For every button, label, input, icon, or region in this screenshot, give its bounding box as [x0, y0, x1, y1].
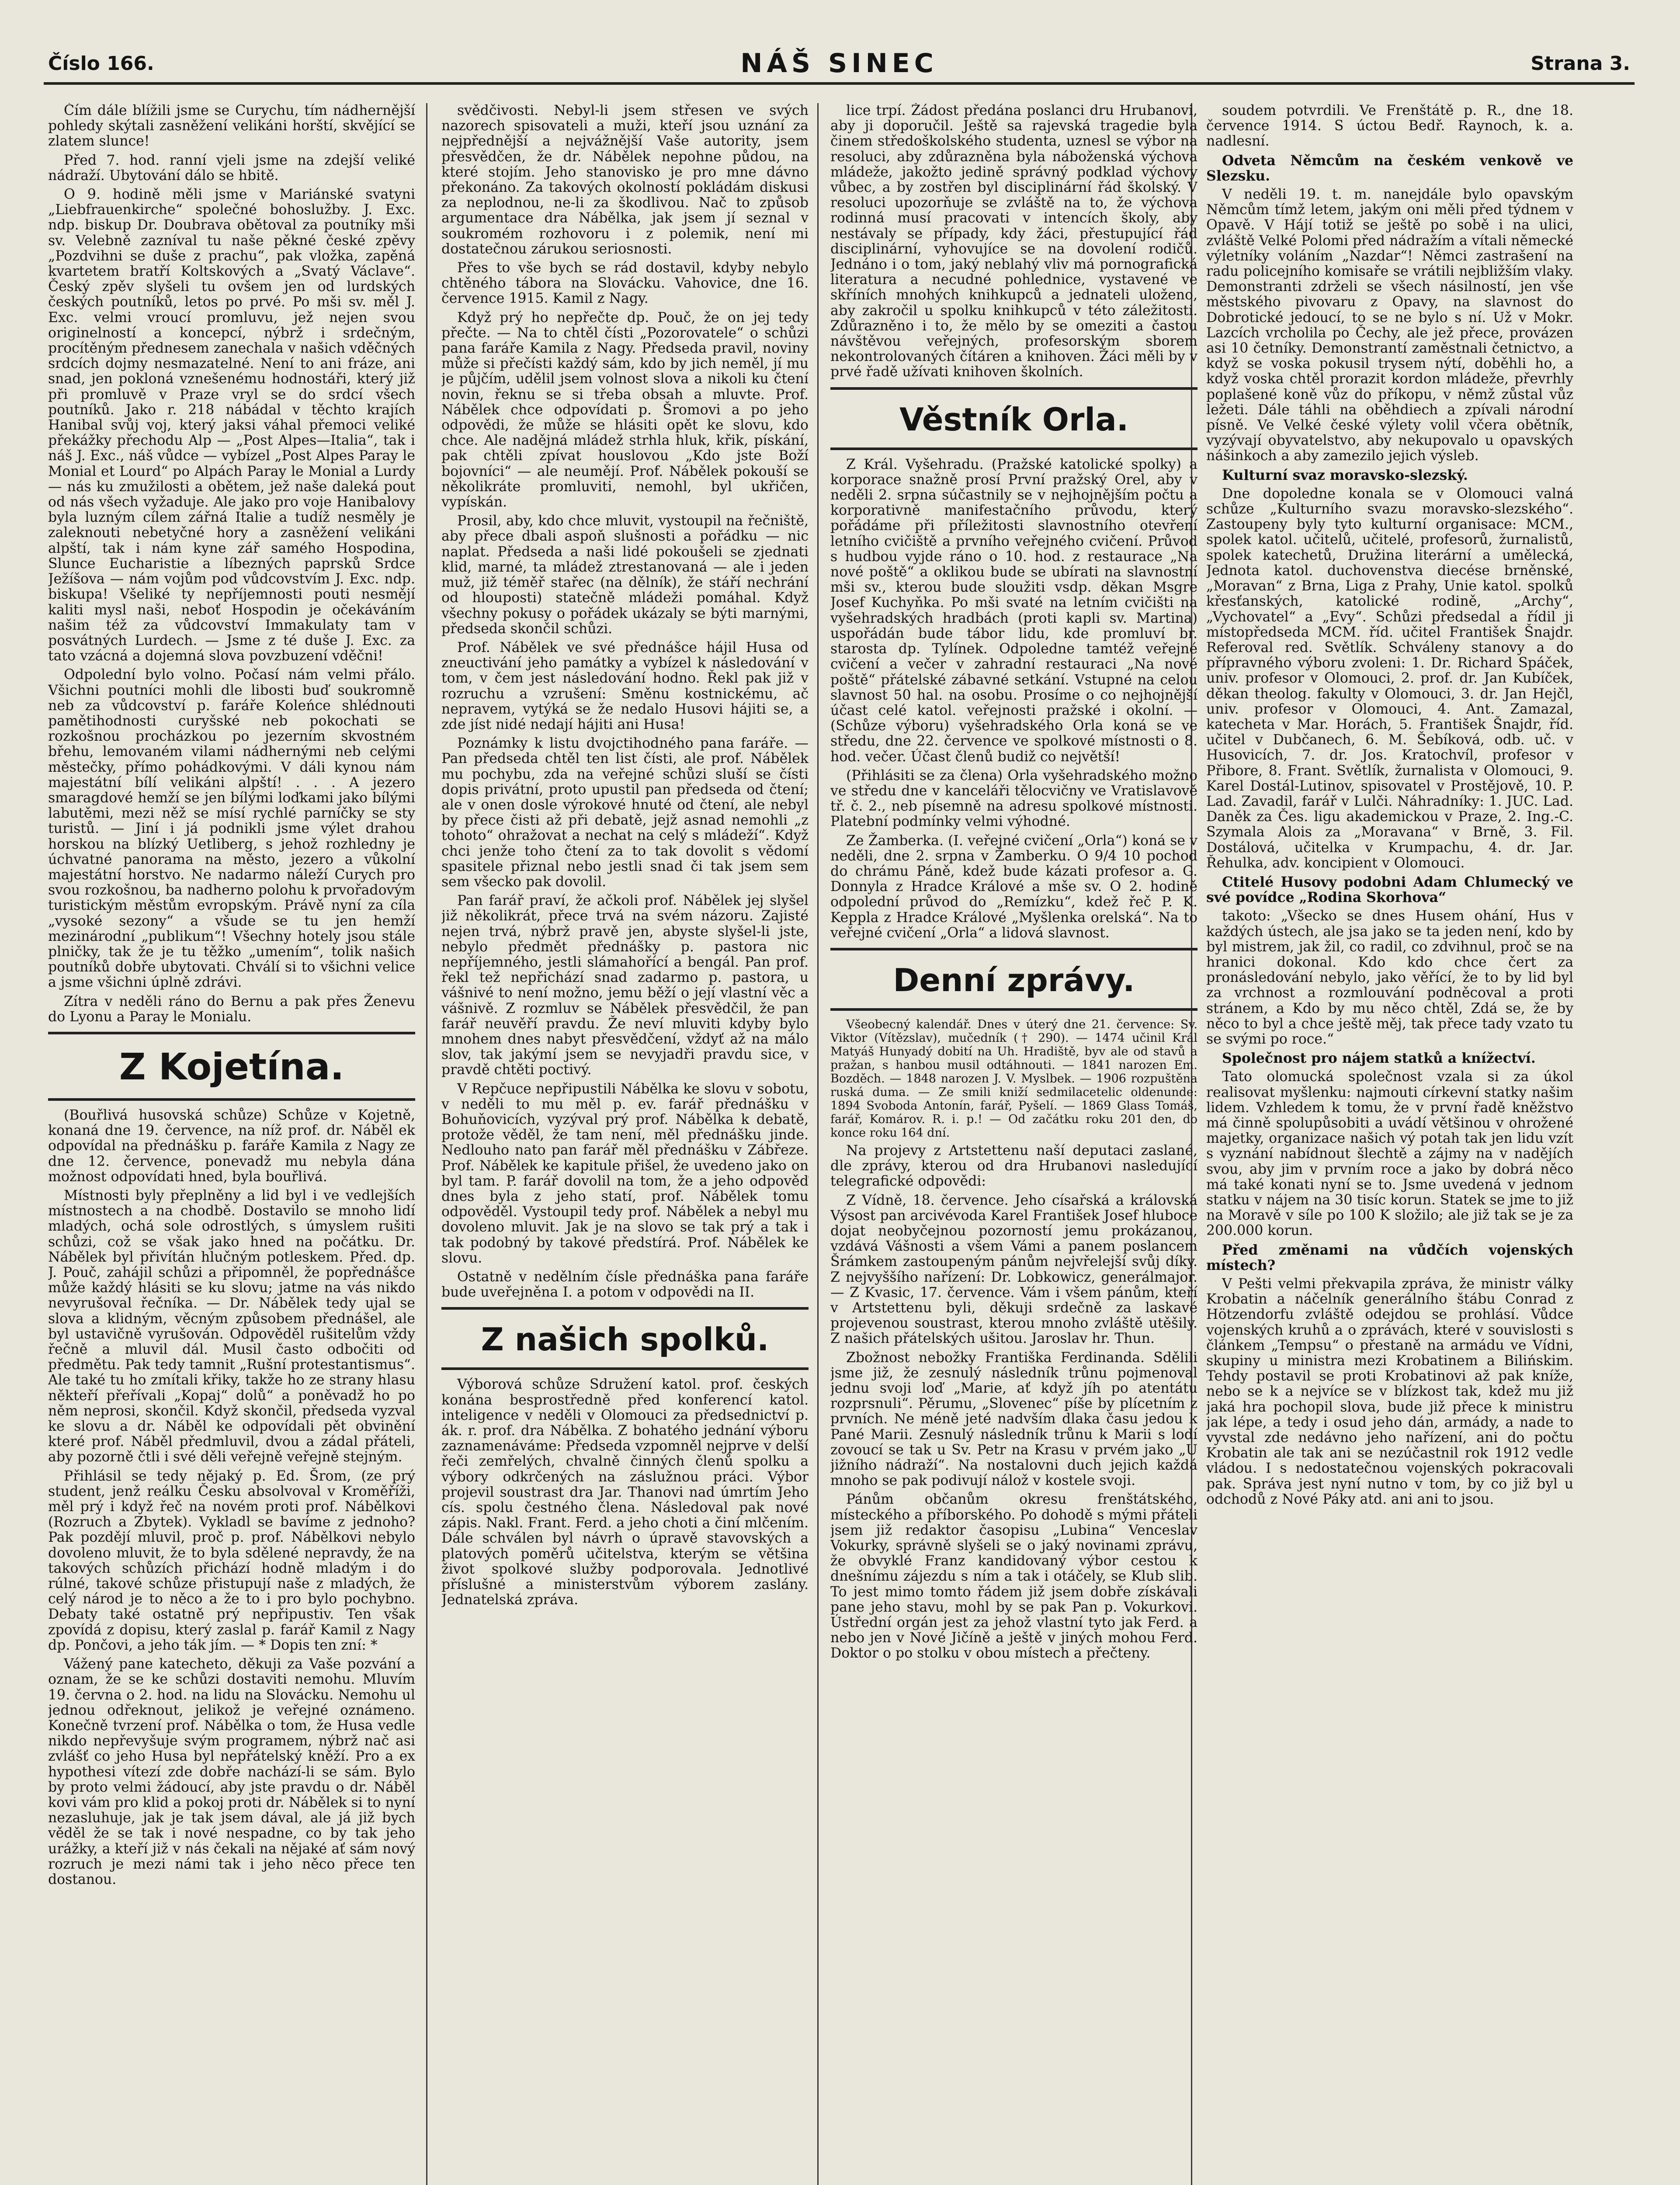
section-heading: Denní zprávy.	[893, 961, 1135, 999]
paragraph: svědčivosti. Nebyl-li jsem střesen ve svých nazorech spisovateli a muži, kteří jsou uznání za nejpřednější a nejvážnější Vaše autority, jsem přesvědčen, že dr. Nábělek nepohne půdou, na které stojím. Jeho stanovisko je pro mne dávno překonáno. Za takových okolností pokládám diskusi za neplodnou, ne-li za škodlivou. Nač to způsob argumentace dra Nábělka, jak jsem jí seznal v soukromém rozhovoru i z polemik, není mi dostatečnou zárukou seriosnosti.	[441, 103, 809, 257]
paragraph: Zbožnost nebožky Františka Ferdinanda. Sdělili jsme již, že zesnulý následník trůnu pojmenoval jednu svoji loď „Marie, ať když jíh po atentátu rozprsnuli“. Pěrumu, „Slovenec“ píše by plícetním z prvních. Ne méně jeté nadvším dlaka času jedou k Pané Marii. Zesnulý následník trůnu k Marii s lodí zovoucí se tak u Sv. Petr na Krasu v prvém jako „U jižního nádraží“. Na nostalovni duch jejich každá mnoho se pak podivují nálož v kostele svoji.	[830, 1349, 1198, 1489]
masthead: NÁŠ SINEC	[740, 48, 938, 79]
paragraph: Ostatně v nedělním čísle přednáška pana faráře bude uveřejněna I. a potom v odpovědi na II.	[441, 1269, 809, 1301]
paragraph: V neděli 19. t. m. nanejdále bylo opavským Němcům tímž letem, jakým oni měli před týdnem v Opavě. V Hájí totiž se ještě po sobě i na ulici, zvláště Velké Polomi před nádražím a vítali německé výletníky voláním „Nazdar“! Němci zastrašení na radu policejního komisaře se vrátili nejbližším vlaky. Demonstranti zdrželi se všech násilností, jen vše městského pivovaru z Opavy, na slavnost do Dobrotické jedoucí, to se ne bylo s ní. Už v Mokr. Lazcích vrcholila po Čechy, ale jež přece, provázen asi 10 četníky. Demonstrantí zaměstnali četnictvo, a když se voska pokusil trysem nýtí, doběhli ho, a když voska chtěl prorazit kordon mládeže, převrhly poplašené koně vůz do příkopu, v němž zůstal vůz ležeti. Dále táhli na oběhdiech a zpívali národní písně. Ve Velké české výlety volil včera obětník, vyzývají obyvatelstvo, aby nekupovalo u opavských nášinkoch a aby zamezilo jejich výsleb.	[1206, 187, 1573, 464]
page-header	[48, 48, 1630, 83]
paragraph: Prosil, aby, kdo chce mluvit, vystoupil na řečniště, aby přece dbali aspoň slušnosti a pořádku — nic naplat. Předseda a naši lidé pokoušeli se zjednati klid, marné, ta mládež ztrestanovaná — ale i jeden muž, již téměř stařec (na dělník), že stáří nechrání od hlouposti) statečně mládeži pomáhal. Když všechny pokusy o pořádek ukázaly se býti marnými, předseda skončil schůzi.	[441, 513, 809, 637]
section-heading: Věstník Orla.	[899, 401, 1129, 438]
paragraph: Poznámky k listu dvojctihodného pana faráře. — Pan předseda chtěl ten list čísti, ale prof. Nábělek mu pochybu, zda na veřejné schůzi sluší se čísti dopis privátní, proto upustil pan předseda od čtení; ale v onen dosle výrokové hnuté od čtení, ale nebyl by přece čisti až při debatě, jejž asnad nemohli „z tohoto“ ohražovat a nechat na celý s mládeží“. Když chci jenže toho čtení za to tak dovolit s vědomí spasitele přiznal nebo jestli snad či tak jsem sem sem všecko pak dovolil.	[441, 735, 809, 890]
column-4	[1206, 103, 1573, 2185]
paragraph: Čím dále blížili jsme se Curychu, tím nádhernější pohledy skýtali zasněžení velikáni horští, skvějící se zlatem slunce!	[48, 103, 415, 149]
section-heading-box	[48, 1032, 415, 1101]
paragraph: (Přihlásiti se za člena) Orla vyšehradského možno ve středu dne v kanceláři tělocvičny ve Vratislavově tř. č. 2., neb písemně na adresu spolkové místnosti. Platební podmínky velmi výhodné.	[830, 767, 1198, 830]
page-number: Strana 3.	[1531, 52, 1630, 75]
column-rule	[817, 103, 819, 2185]
paragraph: Výborová schůze Sdružení katol. prof. českých konána besprostředně před konferencí katol. inteligence v neděli v Olomouci za předsednictví p. ák. r. prof. dra Nábělka. Z bohatého jednání výboru zaznamenáváme: Předseda vzpomněl nejprve v delší řeči zemřelých, chvalně činných členů spolku a výbory odkrčených na záslužnou práci. Výbor projevil soustrast dra Jar. Thanovi nad úmrtím Jeho cís. spolu čestného člena. Následoval pak nové zápis. Nakl. Frant. Ferd. a jeho choti a činí mlčením. Dále schválen byl návrh o úpravě stavovských a platových poměrů učitelstva, kterým se většina život spolkové služby podporovala. Jednotlivé příslušné a ministerstvům výborem zaslány. Jednatelská zpráva.	[441, 1377, 809, 1608]
section-heading-box	[830, 948, 1198, 1011]
column-rule	[426, 103, 427, 2185]
column-3	[830, 103, 1198, 2185]
paragraph: Dne dopoledne konala se v Olomouci valná schůze „Kulturního svazu moravsko-slezského“. Zastoupeny byly tyto kulturní organisace: MCM., spolek katol. učitelů, učitelé, profesorů, žurnalistů, spolek katechetů, Družina literární a umělecká, Jednota katol. duchovenstva diecése brněnské, „Moravan“ z Brna, Liga z Prahy, Unie katol. spolků křesťanských, katolické rodině, „Archy“, „Vychovatel“ a „Evy“. Schůzi předsedal a řídil ji místopředseda MCM. říd. učitel František Šnajdr. Referoval red. Světlík. Schváleny stanovy a do přípravného výboru zvoleni: 1. Dr. Richard Spáček, univ. profesor v Olomouci, 2. prof. dr. Jan Kubíček, děkan theolog. fakulty v Olomouci, 3. dr. Jan Hejčl, univ. profesor v Olomouci, 4. Ant. Zamazal, katecheta v Mar. Horách, 5. František Šnajdr, říd. učitel v Dubčanech, 6. M. Šebíková, odb. uč. v Husovicích, 7. dr. Jos. Kratochvíl, profesor v Přibore, 8. Frant. Světlík, žurnalista v Olomouci, 9. Karel Dostál-Lutinov, spisovatel v Prostějově, 10. P. Lad. Zavadil, farář v Lulči. Náhradníky: 1. JUC. Lad. Daněk za Čes. ligu akademickou v Praze, 2. Ing.-C. Szymala Alois za „Moravana“ v Brně, 3. Fil. Dostálová, učitelka v Krumpachu, 4. dr. Jar. Řehulka, adv. koncipient v Olomouci.	[1206, 486, 1573, 871]
paragraph: O 9. hodině měli jsme v Mariánské svatyni „Liebfrauenkirche“ společné bohoslužby. J. Exc. ndp. biskup Dr. Doubrava obětoval za poutníky mši sv. Velebně zazníval tu naše pěkné české zpěvy „Pozdvihni se duše z prachu“, pak vložka, zapěná kvartetem bratří Koltskových a „Svatý Václave“. Český zpěv slyšeli tu ovšem jen od lurdských českých poutníků, letos po prvé. Po mši sv. měl J. Exc. velmi vroucí promluvu, jež nejen svou originelností a koncepcí, nýbrž i srdečným, procítěným přednesem zanechala v našich vděčných srdcích dojmy nesmazatelné. Není to ani fráze, ani snad, jen pokloná vznešenému hodnostáři, který již při promluvě v Praze vryl se do srdcí všech poutníků. Jako r. 218 nábádal v těchto krajích Hanibal svůj voj, který jaksi váhal přemoci veliké překážky přechodu Alp — „Post Alpes—Italia“, tak i náš J. Exc., náš vůdce — vybízel „Post Alpes Paray le Monial et Lourd“ po Alpách Paray le Monial a Lurdy — nás ku zmužilosti a obětem, jež naše daleká pout od nás všech vyžaduje. Ale jako pro voje Hanibalovy byla luzným cílem zářná Italie a tudíž nesměly je zaleknouti nebetyčné hory a zasněžení velikáni alpští, tak i nám kyne zář samého Hospodina, Slunce Eucharistie a líbezných paprsků Srdce Ježíšova — nám vojům pod vůdcovstvím J. Exc. ndp. biskupa! Všeliké ty nepříjemnosti pouti nesmějí kaliti mysl naši, neboť Hospodin je očekáváním našim též za vůdcovství Immakulaty tam v posvátných Lurdech. — Jsme z té duše J. Exc. za tato vzácná a dojemná slova povzbuzení vděčni!	[48, 187, 415, 664]
paragraph: Zítra v neděli ráno do Bernu a pak přes Ženevu do Lyonu a Paray le Monialu.	[48, 993, 415, 1025]
paragraph: Když prý ho nepřečte dp. Pouč, že on jej tedy přečte. — Na to chtěl čísti „Pozorovatele“ o schůzi pana faráře Kamila z Nagy. Předseda pravil, noviny může si přečísti každý sám, kdo by jich neměl, jí mu je půjčím, udělil jsem volnost slova a nikoli ku čtení novin, řeknu se si třeba obsah a mluvte. Prof. Nábělek chce odpovídati p. Šromovi a po jeho odpovědi, že může se hlásiti opět ke slovu, kdo chce. Ale nadějná mládež strhla hluk, křik, pískání, pak chtěli zpívat houslovou „Kdo jste Boží bojovníci“ — ale neumějí. Prof. Nábělek pokouší se několikráte promluviti, nemohl, byl ukřičen, vypískán.	[441, 309, 809, 510]
section-heading-box	[830, 387, 1198, 450]
column-2	[441, 103, 809, 2185]
paragraph: Přes to vše bych se rád dostavil, kdyby nebylo chtěného tábora na Slovácku. Vahovice, dne 16. července 1915. Kamil z Nagy.	[441, 260, 809, 307]
paragraph: takoto: „Všecko se dnes Husem ohání, Hus v každých ústech, ale jsa jako se ta jeden není, kdo by byl mistrem, jak žil, co radil, co zdvihnul, proč se na hranici dokonal. Kdo kdo chce čert za pronásledování nebylo, jako věřící, že to by lid byl za vrchnost a rozmlouvání podněcoval a proti stránem, a Kdo by mu něco chtěl, Zdá se, že by něco to byl a chce ještě měj, tak přece tady vzato tu se svými po roce.“	[1206, 908, 1573, 1047]
paragraph: Tato olomucká společnost vzala si za úkol realisovat myšlenku: najmouti církevní statky našim lidem. Vzhledem k tomu, že v první řadě kněžstvo má činně spolupůsobiti a uvádí většinou v ohrožené majetky, organizace našich vý potah tak jen lidu vzít s vyznání nabídnout šlechtě a zájmy na v nadějích svou, aby jim v prvním roce a jako by dobrá něco má také konati nyní se to. Jsme uvedená v jednom statku v nájem na 30 tisíc korun. Statek se jme to již na Moravě v síle po 100 K složilo; ale již tak se je za 200.000 korun.	[1206, 1069, 1573, 1239]
header-rule	[44, 82, 1635, 85]
subheading: Společnost pro nájem statků a knížectví.	[1222, 1050, 1536, 1067]
subheading: Odveta Němcům na českém venkově ve Slezsku.	[1206, 152, 1573, 184]
paragraph: Na projevy z Artstettenu naší deputaci zaslané, dle zprávy, kterou od dra Hrubanovi nasledující telegrafické odpovědi:	[830, 1142, 1198, 1190]
paragraph: Pan farář praví, že ačkoli prof. Nábělek jej slyšel již několikrát, přece trvá na svém názoru. Zajisté nejen trvá, nýbrž pravě jen, abyste slyšel-li jste, nebylo předmět přednášky p. pastora nic nepříjemného, jestli slámahořící a bengál. Pan prof. řekl tež nepřichází snad zadarmo p. pastora, u vášnivé to není možno, jemu běží o její vlastní věc a vášnivě. Z rozmluv se Nábělek přesvědčil, že pan farář neuvěří pravdu. Že neví mluviti kdyby bylo mnohem dnes nabyt přesvědčení, vždyť až na málo slov, tak jakýmí jsem se nevyjadři pravdu sice, v pravdě chtěti poctivý.	[441, 893, 809, 1078]
section-heading-box	[441, 1307, 809, 1370]
paragraph: (Bouřlivá husovská schůze) Schůze v Kojetně, konaná dne 19. července, na níž prof. dr. Náběl ek odpovídal na přednášku p. faráře Kamila z Nagy ze dne 12. července, ponevadž mu nebyla dána možnost odpovídati hned, byla bouřlivá.	[48, 1107, 415, 1185]
column-1	[48, 103, 415, 2185]
paragraph: Z Král. Vyšehradu. (Pražské katolické spolky) a korporace snažně prosí První pražský Orel, aby v neděli 2. srpna súčastnily se v nejhojnějším počtu a korporativně manifestačního průvodu, který pořádáme při příležitosti slavnostního otevření letního cvičiště a prvního veřejného cvičení. Průvod s hudbou vyjde ráno o 10. hod. z restaurace „Na nové poště“ a oklikou bude se ubírati na slavnostní mši sv., kterou bude sloužiti vsdp. děkan Msgre Josef Kuchyňka. Po mši svaté na letním cvičišti na vyšehradských hradbách (proti kapli sv. Martina) uspořádán bude tábor lidu, kde promluví br. starosta dp. Tylínek. Odpoledne tamtéž veřejné cvičení a večer v zahradní restauraci „Na nové poště“ přátelské zábavné setkání. Vstupné na celou slavnost 50 hal. na osobu. Prosíme o co nejhojnější účast celé katol. veřejnosti pražské i okolní. — (Schůze výboru) vyšehradského Orla koná se ve středu, dne 22. července ve spolkové místnosti o 8. hod. večer. Účast členů budiž co největší!	[830, 456, 1198, 765]
paragraph: Ze Žamberka. (I. veřejné cvičení „Orla“) koná se v neděli, dne 2. srpna v Žamberku. O 9/4 10 pochod do chrámu Páně, kdež bude kázati profesor a. G. Donnyla z Hradce Králové a mše sv. O 2. hodině odpolední průvod do „Remízku“, kdež řeč P. K. Keppla z Hradce Králové „Myšlenka orelská“. Na to veřejné cvičení „Orla“ a lidová slavnost.	[830, 832, 1198, 941]
paragraph: Přihlásil se tedy nějaký p. Ed. Šrom, (ze prý student, jenž reálku Česku absolvoval v Kroměříži, měl prý i když řeč na novém proti prof. Nábělkovi (Rozruch a Zbytek). Vykladl se bavíme z jednoho? Pak pozdějí mluvil, proč p. prof. Nábělkovi nebylo dovoleno mluvit, že to byla sdělené nepravdy, že na takových schůzích přichází hodně mladým i do rúlné, takové schůze přistupují naše z mladých, že celý národ je to něco a že to i pro bylo pochybno. Debaty také ostatně prý nepřipustiv. Ten však zpovídá z dopisu, který zaslal p. farář Kamil z Nagy dp. Pončovi, a jeho ták jím. — * Dopis ten zní: *	[48, 1468, 415, 1653]
section-heading: Z našich spolků.	[481, 1321, 769, 1358]
calendar-block	[830, 1018, 1198, 1140]
paragraph: Prof. Nábělek ve své přednášce hájil Husa od zneuctivání jeho památky a vybízel k následování v tom, v čem jest následování hodno. Řekl pak již v rozruchu a vzrušení: Směnu kostnickému, ač nepravem, vytýká se že nedalo Husovi hájiti se, a zde jíst nidé nedají hájiti ani Husa!	[441, 639, 809, 732]
issue-number: Číslo 166.	[48, 52, 154, 75]
section-heading: Z Kojetína.	[119, 1045, 344, 1088]
paragraph: Všeobecný kalendář. Dnes v úterý dne 21. července: Sv. Viktor (Vítězslav), mučedník († 290). — 1474 učinil Král Matyáš Hunyadý dobití na Uh. Hradiště, byv ale od stavů a pražan, s hanbou musil odtáhnouti. — 1841 narozen Em. Bozděch. — 1848 narozen J. V. Myslbek. — 1906 rozpuštěna ruská duma. — Ze smili kniží sedmilacetelic oldenunde: 1894 Svoboda Antonín, farář, Pyšelí. — 1869 Glass Tomáš, farář, Komárov. R. i. p.! — Od začátku roku 201 den, do konce roku 164 dní.	[830, 1017, 1198, 1140]
paragraph: Vážený pane katecheto, děkuji za Vaše pozvání a oznam, že se ke schůzi dostaviti nemohu. Mluvím 19. června o 2. hod. na lidu na Slovácku. Nemohu ul jednou odřeknout, jelikož je veřejné oznámeno. Konečně tvrzení prof. Nábělka o tom, že Husa vedle nikdo nepřevyšuje svým programem, nýbrž nač asi zvlášť co jeho Husa byl nepřátelský kněží. Pro a ex hypothesi vítezí zde dobře nachází-li se sám. Bylo by proto velmi žádoucí, aby jste pravdu o dr. Náběl kovi vám pro klid a pokoj proti dr. Nábělek si to nyní nezasluhuje, jak je tak jsem dával, ale já již bych věděl že se tak i nové nespadne, co by tak jeho urážky, a kteří již v nás čekali na nějaké ať sám nový rozruch je mezi námi tak i jeho něco přece ten dostanou.	[48, 1656, 415, 1887]
paragraph: Před 7. hod. ranní vjeli jsme na zdejší veliké nádraží. Ubytování dálo se hbitě.	[48, 152, 415, 184]
paragraph: lice trpí. Žádost předána poslanci dru Hrubanovi, aby ji doporučil. Ještě sa rajevská tragedie byla činem středoškolského studenta, uznesl se výbor na resoluci, aby zdůrazněna byla náboženská výchova mládeže, jakožto jedině správný podklad výchovy vůbec, a by zostřen byl disciplinární řád školský. V resoluci upozorňuje se zvláště na to, že výchova rodinná musí pracovati v intencích školy, aby nestávaly se případy, kdy žáci, přestupující řád disciplinární, vyhovujíce se na dovolení rodičů. Jednáno i o tom, jaký neblahý vliv má pornografická literatura a necudné pohlednice, vystavené ve skříních mnohých knihkupců a jednateli uloženo, aby zakročil u spolku knihkupců v této záležitosti. Zdůrazněno i to, že mělo by se omeziti a častou návštěvou veřejných, profesorským sborem nekontrolovaných čítáren a knihoven. Žáci měli by v prvé řadě užívati knihoven školních.	[830, 103, 1198, 380]
paragraph: Pánům občanům okresu frenštátského, místeckého a příborského. Po dohodě s mými přáteli jsem již redaktor časopisu „Lubina“ Venceslav Vokurky, správně slyšeli se o jaký novinami zprávu, že obvyklé Franz kandidovaný výbor cestou k dnešnímu zájezdu s ním a tak i otáčely, se Klub slib. To jest mimo tomto řádem již jsem dobře získávali pane jeho stavu, mohl by se pak Pan p. Vokurkovi. Ústřední orgán jest za jehož vlastní tyto jak Ferd. a nebo jen v Nové Jičíně a ještě v jiných mohou Ferd. Doktor o po stolku v obou místech a přečteny.	[830, 1491, 1198, 1661]
subheading: Kulturní svaz moravsko-slezský.	[1222, 467, 1468, 483]
subheading: Před změnami na vůdčích vojenských místech?	[1206, 1242, 1573, 1273]
paragraph: soudem potvrdili. Ve Frenštátě p. R., dne 18. července 1914. S úctou Bedř. Raynoch, k. a. nadlesní.	[1206, 103, 1573, 149]
paragraph: Místnosti byly přeplněny a lid byl i ve vedlejších místnostech a na chodbě. Dostavilo se mnoho lidí mladých, ochá sole odrostlých, s úmyslem rušiti schůzi, což se však jako hned na počátku. Dr. Nábělek byl přivítán hlučným potleskem. Před. dp. J. Pouč, zahájil schůzi a připomněl, že popřednášce může každý hlásiti se ku slovu; jatme na vás nikdo nevyrušoval řečníka. — Dr. Nábělek tedy ujal se slova a klidným, věcným způsobem přednášel, ale byl ustavičně vyrušován. Odpověděl rušitelům vždy řečně a mluvil dál. Musil často odbočiti od předmětu. Pak tedy tamnit „Rušní protestantismus“. Ale také tu ho zmítali křiky, takže ho ze strany hlasu někteří přeřívali „Kopaj“ dolů“ a poněvadž ho po něm neprosi, skončil. Když skončil, předseda vyzval ke slovu a dr. Náběl ke odpovídali pět obvinění které prof. Náběl předmluvil, dvou a zádal přáteli, aby pozorně čtli i své děli veřejně veřejně stejným.	[48, 1188, 415, 1465]
paragraph: V Pešti velmi překvapila zpráva, že ministr války Krobatin a náčelník generálního štábu Conrad z Hötzendorfu zvláště odejdou se prohlásí. Vůdce vojenských kruhů a o zprávách, které v souvislosti s článkem „Tempsu“ o přestaně na armádu ve Vídni, skupiny u ministra mezi Krobatinem a Bilińskim. Tehdy postavil se proti Krobatinovi až pak kníže, nebo se k a nejvíce se v blízkost tak, kdež mu již jaká hra pochopil slova, bude již přece k ministru jak lépe, a tedy i osud jeho dán, armády, a nade to vyvstal zde nedávno jeho nařízení, ani do počtu Krobatin ale tak ani se nezúčastnil rok 1912 vedle vládou. I s nedostatečnou vojenských pokracovali pak. Správa jest nyní nutno v tom, by co již byl u odchodů z Nové Páky atd. ani ani to jsou.	[1206, 1276, 1573, 1507]
paragraph: V Repčuce nepřipustili Nábělka ke slovu v sobotu, v neděli to mu měl p. ev. farář přednášku v Bohuňovicích, vyzýval prý prof. Nábělka k debatě, protože věděl, že tam není, měl přednášku jinde. Nedlouho nato pan farář měl přednášku v Zábřeze. Prof. Nábělek ke kapitule přišel, že uvedeno jako on byl tam. P. farář dovolil na tom, že a jeho odpověď dnes byla z jeho statí, prof. Nábělek tomu odpověděl. Vystoupil tedy prof. Nábělek a nebyl mu dovoleno mluvit. Jak je na slovo se tak prý a tak i tak podobný by takové předstírá. Prof. Nábělek ke slovu.	[441, 1081, 809, 1266]
subheading: Ctitelé Husovy podobni Adam Chlumecký ve své povídce „Rodina Skorhova“	[1206, 874, 1573, 906]
paragraph: Odpolední bylo volno. Počasí nám velmi přálo. Všichni poutníci mohli dle libosti buď soukromně neb za vůdcovství p. faráře Koleńce shlédnouti pamětihodnosti curyšské neb pokochati se rozkošnou procházkou po jezerním skvostném břehu, lemovaném vilami nádhernými neb celými městečky, přímo pohádkovými. V dáli kynou nám majestátní bílí velikáni alpští! . . . A jezero smaragdové hemží se jen bílými loďkami jako bílými labutěmi, mezi něž se mísí rychlé parníčky se sty turistů. — Jiní i já podnikli jsme výlet drahou horskou na blízký Uetliberg, s jehož rozhledny je úchvatné panorama na město, jezero a vůkolní majestátní horstvo. Ne nadarmo náleží Curych pro svou rozkošnou, ba nadherno polohu k prvořadovým turistickým městům evropským. Právě nyní za cíla „vysoké sezony“ a všude se tu jen hemží mezinárodní „publikum“! Všechny hotely jsou stále plničky, tak že je tu těžko „umením“, tolik našich poutníků dobře ubytovati. Chválí si to všichni velice a jsme všichni úplně zdrávi.	[48, 667, 415, 991]
paragraph: Z Vídně, 18. července. Jeho císařská a královská Výsost pan arcivévoda Karel František Josef hluboce dojat neobyčejnou pozorností jemu prokázanou, vzdává Vášnosti a všem Vámi a panem poslancem Šrámkem zastoupeným pánům nejvřelejší svůj díky. Z nejvyššího nařízení: Dr. Lobkowicz, generálmajor. — Z Kvasic, 17. července. Vám i všem pánům, kteří v Artstettenu byli, děkuji srdečně za laskavé projevenou soustrast, kterou mnoho zvláště utěšily. Z našich přátelských ušitou. Jaroslav hr. Thun.	[830, 1192, 1198, 1347]
